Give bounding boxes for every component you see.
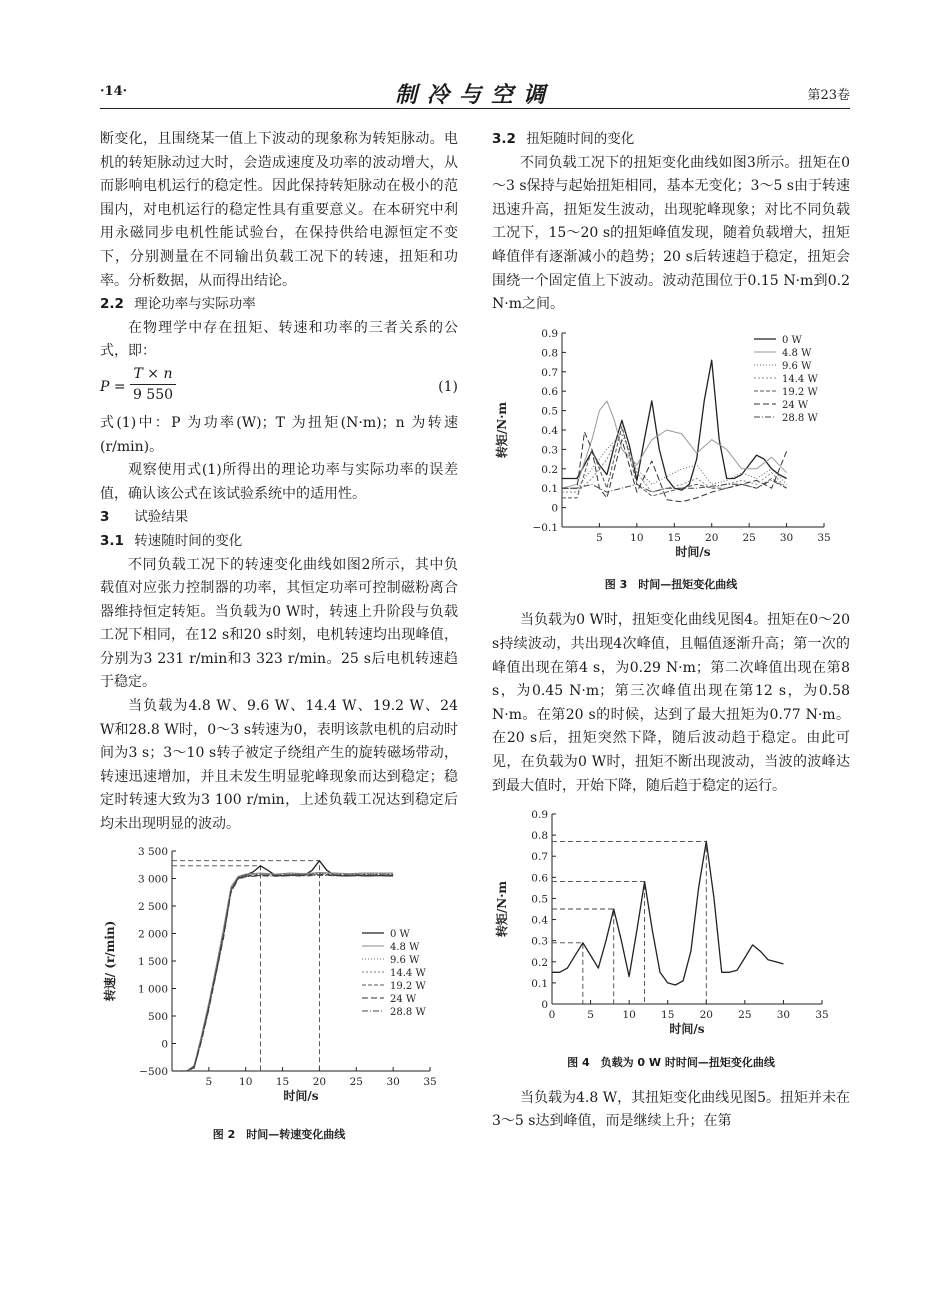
section-number: 3.2 — [492, 131, 516, 147]
series-line — [562, 426, 787, 498]
y-tick-label: 1 500 — [137, 955, 168, 968]
y-tick-label: 0.4 — [531, 914, 548, 927]
y-tick-label: 0.1 — [531, 977, 548, 990]
section-title: 转速随时间的变化 — [134, 532, 243, 549]
x-axis-label: 时间/s — [283, 1088, 319, 1103]
legend-label: 19.2 W — [390, 980, 426, 992]
page-header — [100, 80, 850, 109]
right-column — [492, 128, 850, 1134]
y-tick-label: 0.2 — [531, 956, 548, 969]
figure-2 — [100, 845, 458, 1144]
y-tick-label: 0.5 — [531, 893, 548, 906]
chart-fig2 — [100, 845, 458, 1115]
legend-label: 19.2 W — [782, 386, 818, 398]
series-line — [172, 874, 393, 1071]
y-tick-label: 0.8 — [541, 347, 558, 360]
series-line — [562, 401, 787, 488]
y-axis-label: 转矩/N·m — [495, 880, 509, 938]
x-tick-label: 30 — [779, 531, 794, 544]
section-heading-2-2 — [100, 293, 458, 317]
legend-label: 14.4 W — [782, 373, 818, 385]
x-tick-label: 15 — [667, 531, 681, 544]
series-line — [172, 872, 393, 1071]
paragraph: 当负载为4.8 W、9.6 W、14.4 W、19.2 W、24 W和28.8 W时，0～3 s转速为0，表明该款电机的启动时间为3 s；3～10 s转子被定子绕组产生的旋转磁场带动，转速迅速增加，并且未发生明显驼峰现象而达到稳定；稳定时转速大致为3 100 r/min，上述负载工况达到稳定后均未出现明显的波动。 — [100, 698, 458, 833]
y-tick-label: 0.6 — [531, 872, 548, 885]
x-tick-label: 15 — [661, 1009, 675, 1022]
legend-label: 14.4 W — [390, 967, 426, 979]
volume-label: 第23卷 — [807, 88, 850, 103]
y-tick-label: 0.9 — [531, 809, 548, 822]
x-tick-label: 5 — [596, 531, 603, 544]
chart-fig3 — [492, 325, 850, 565]
series-line — [562, 430, 787, 492]
section-number: 3 — [100, 509, 110, 526]
series-line — [172, 860, 393, 1070]
paragraph: 断变化，且围绕某一值上下波动的现象称为转矩脉动。电机的转矩脉动过大时，会造成速度及功率的波动增大，从而影响电机运行的稳定性。因此保持转矩脉动在极小的范围内，对电机运行的稳定性具有重要意义。在本研究中利用永磁同步电机性能试验台，在保持供给电源恒定不变下，分别测量在不同输出负载工况下的转速，扭矩和功率。分析数据，从而得出结论。 — [100, 131, 458, 289]
y-tick-label: 0.1 — [541, 482, 558, 495]
y-tick-label: −500 — [139, 1065, 168, 1078]
journal-title: 制冷与空调 — [394, 82, 555, 108]
x-tick-label: 30 — [776, 1009, 791, 1022]
legend-label: 0 W — [782, 334, 802, 346]
legend-label: 24 W — [782, 399, 809, 411]
y-tick-label: 500 — [147, 1010, 168, 1023]
section-heading-3 — [100, 506, 458, 530]
paragraph: 式(1)中：P 为功率(W)；T 为扭矩(N·m)；n 为转速(r/min)。 — [100, 414, 458, 455]
x-tick-label: 5 — [587, 1009, 594, 1022]
equation-lhs: P = — [100, 378, 126, 395]
peak-reference-line — [552, 943, 583, 1004]
peak-reference-line — [172, 860, 319, 1070]
paragraph: 当负载为4.8 W，其扭矩变化曲线见图5。扭矩并未在3～5 s达到峰值，而是继续上升；在第 — [492, 1089, 851, 1130]
page-number: ·14· — [100, 84, 128, 99]
equation-numerator: T × n — [130, 364, 176, 385]
section-title: 理论功率与实际功率 — [134, 296, 256, 313]
y-tick-label: 0 — [551, 502, 558, 515]
paragraph: 当负载为0 W时，扭矩变化曲线见图4。扭矩在0～20 s持续波动，共出现4次峰值，且幅值逐渐升高；第一次的峰值出现在第4 s，为0.29 N·m；第二次峰值出现在第8 s，为0.45 N·m；第三次峰值出现在第12 s，为0.58 N·m。在第20 s的时候，达到了最大扭矩为0.77 N·m。在20 s后，扭矩突然下降，随后波动趋于稳定。由此可见，在负载为0 W时，扭矩不断出现波动，当波的波峰达到最大值时，开始下降，随后趋于稳定的运行。 — [492, 612, 850, 794]
y-tick-label: 3 000 — [137, 873, 168, 886]
legend-label: 9.6 W — [390, 954, 420, 966]
x-tick-label: 0 — [548, 1009, 556, 1022]
y-tick-label: 0.9 — [541, 327, 558, 340]
x-tick-label: 35 — [817, 531, 831, 544]
x-tick-label: 25 — [738, 1009, 752, 1022]
y-tick-label: 2 500 — [137, 900, 168, 913]
figure-caption: 图 4 负载为 0 W 时时间—扭矩变化曲线 — [567, 1055, 775, 1069]
series-line — [552, 841, 783, 985]
x-axis-label: 时间/s — [675, 544, 711, 559]
x-tick-label: 5 — [205, 1075, 213, 1088]
x-tick-label: 10 — [630, 531, 644, 544]
equation-label: (1) — [438, 378, 458, 395]
legend-label: 28.8 W — [782, 412, 818, 424]
series-line — [172, 874, 393, 1070]
x-axis-label: 时间/s — [669, 1022, 705, 1037]
figure-3 — [492, 325, 850, 594]
y-tick-label: 0.5 — [541, 405, 558, 418]
series-line — [172, 875, 393, 1071]
y-tick-label: 1 000 — [137, 983, 168, 996]
x-tick-label: 25 — [742, 531, 756, 544]
y-tick-label: 0.8 — [531, 830, 548, 843]
x-tick-label: 35 — [423, 1075, 437, 1088]
y-tick-label: 0.7 — [541, 366, 558, 379]
y-tick-label: 0 — [161, 1038, 168, 1051]
left-column — [100, 128, 458, 1143]
figure-4 — [492, 806, 850, 1071]
y-axis-label: 转速/ (r/min) — [103, 920, 117, 1001]
section-number: 2.2 — [100, 296, 124, 313]
peak-reference-line — [552, 882, 645, 1004]
x-tick-label: 35 — [815, 1009, 829, 1022]
legend-label: 4.8 W — [782, 347, 812, 359]
equation-fraction — [130, 364, 176, 405]
x-tick-label: 15 — [275, 1075, 290, 1088]
section-title: 试验结果 — [134, 509, 189, 526]
x-tick-label: 10 — [239, 1075, 253, 1088]
equation-denominator: 9 550 — [132, 386, 174, 403]
legend-label: 4.8 W — [390, 941, 420, 953]
series-line — [562, 434, 787, 488]
figure-caption: 图 3 时间—扭矩变化曲线 — [604, 578, 738, 592]
paragraph: 在物理学中存在扭矩、转速和功率的三者关系的公式，即： — [100, 319, 458, 360]
y-tick-label: 0.3 — [531, 935, 548, 948]
x-tick-label: 30 — [386, 1075, 400, 1088]
y-tick-label: 0.3 — [541, 444, 558, 457]
section-title: 扭矩随时间的变化 — [526, 131, 635, 147]
y-tick-label: 3 500 — [137, 845, 168, 858]
y-tick-label: 0.6 — [541, 385, 558, 398]
y-tick-label: 0 — [541, 999, 548, 1012]
paragraph: 观察使用式(1)所得出的理论功率与实际功率的误差值，确认该公式在该试验系统中的适用性。 — [100, 462, 458, 502]
equation-1 — [100, 364, 458, 412]
x-tick-label: 20 — [312, 1075, 327, 1088]
x-tick-label: 20 — [705, 531, 719, 544]
y-tick-label: 0.4 — [541, 424, 558, 437]
series-line — [172, 873, 393, 1071]
chart-fig4 — [492, 806, 850, 1042]
x-tick-label: 20 — [699, 1009, 713, 1022]
section-number: 3.1 — [100, 532, 124, 549]
paragraph: 不同负载工况下的转速变化曲线如图2所示，其中负载值对应张力控制器的功率，其恒定功率可控制磁粉离合器维持恒定转矩。当负载为0 W时，转速上升阶段与负载工况下相同，在12 s和20 s时刻，电机转速均出现峰值，分别为3 231 r/min和3 323 r/min。25 s后电机转速趋于稳定。 — [100, 556, 458, 691]
legend-label: 24 W — [390, 993, 417, 1005]
y-tick-label: 0.7 — [531, 851, 548, 864]
paragraph: 不同负载工况下的扭矩变化曲线如图3所示。扭矩在0～3 s保持与起始扭矩相同，基本无变化；3～5 s由于转速迅速升高，扭矩发生波动，出现驼峰现象；对比不同负载工况下，15～20 s的扭矩峰值发现，随着负载增大，扭矩峰值伴有逐渐减小的趋势；20 s后转速趋于稳定，扭矩会围绕一个固定值上下波动。波动范围位于0.15 N·m到0.2 N·m之间。 — [492, 154, 850, 313]
y-tick-label: 2 000 — [137, 928, 168, 941]
x-tick-label: 25 — [349, 1075, 363, 1088]
y-tick-label: 0.2 — [541, 463, 558, 476]
series-line — [562, 432, 787, 502]
figure-caption: 图 2 时间—转速变化曲线 — [212, 1128, 346, 1142]
series-line — [172, 873, 393, 1070]
y-axis-label: 转矩/N·m — [495, 401, 509, 458]
legend-label: 28.8 W — [390, 1006, 426, 1018]
legend-label: 0 W — [390, 928, 410, 940]
x-tick-label: 10 — [622, 1009, 636, 1022]
section-heading-3-2 — [492, 128, 850, 152]
section-heading-3-1 — [100, 530, 458, 554]
legend-label: 9.6 W — [782, 360, 812, 372]
y-tick-label: −0.1 — [532, 521, 558, 534]
